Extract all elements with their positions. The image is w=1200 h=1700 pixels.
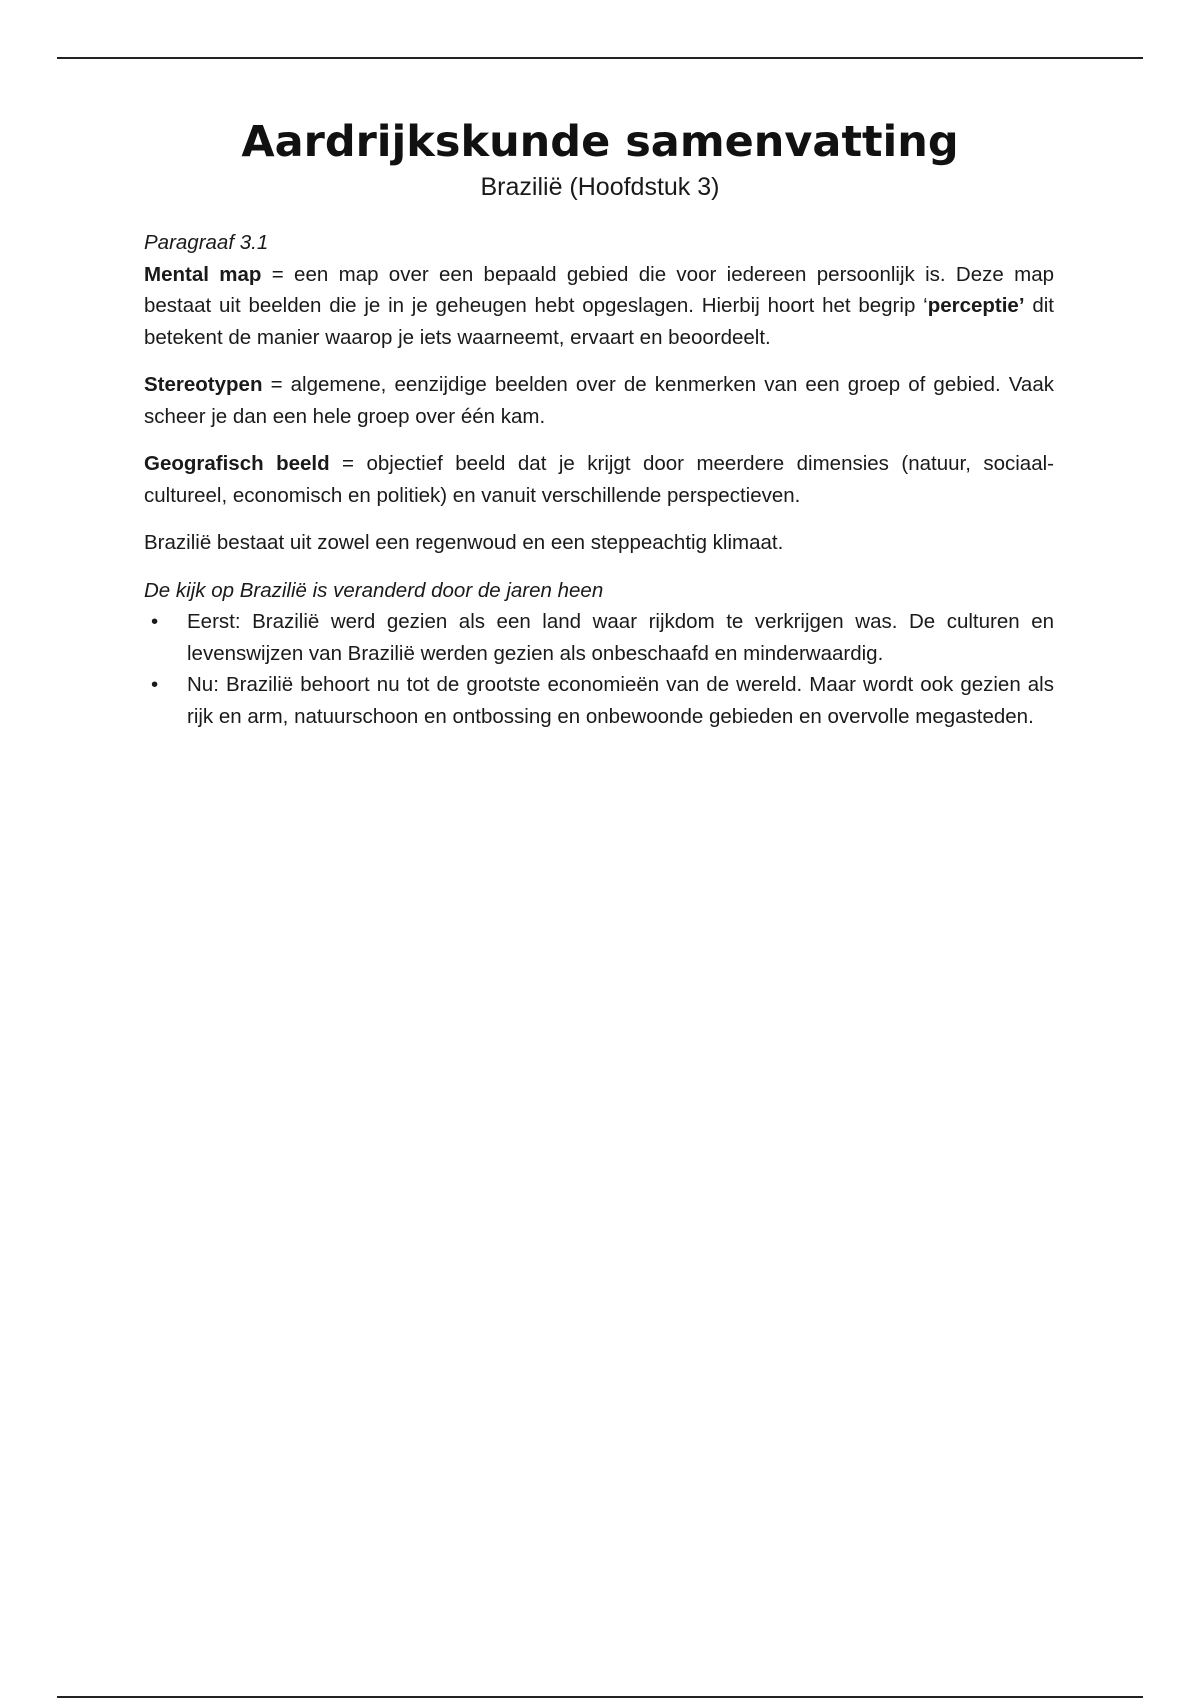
term-geografisch-beeld: Geografisch beeld (144, 452, 330, 475)
mental-map-definition: = een map over een bepaald gebied die voor iedereen persoonlijk is. Deze map bestaat uit beelden die je in je geheugen hebt opgeslagen. Hierbij hoort het begrip (144, 262, 1054, 317)
geografisch-beeld-definition: = objectief beeld dat je krijgt door meerdere dimensies (natuur, sociaal-cultureel, economisch en politiek) en vanuit verschillende perspectieven. (144, 452, 1054, 507)
section-heading: Paragraaf 3.1 (144, 231, 269, 254)
paragraph-mental-map (144, 259, 1054, 354)
bullet-icon: • (151, 610, 159, 633)
header-rule (57, 57, 1143, 59)
paragraph-klimaat: Brazilië bestaat uit zowel een regenwoud en een steppeachtig klimaat. (144, 531, 784, 554)
paragraph-geografisch-beeld (144, 448, 1054, 511)
list-item-text: Nu: Brazilië behoort nu tot de grootste economieën van de wereld. Maar wordt ook gezien als rijk en arm, natuurschoon en ontbossing en onbewoonde gebieden en overvolle megasteden. (187, 673, 1054, 728)
term-mental-map: Mental map (144, 262, 262, 286)
document-title: Aardrijkskunde samenvatting (241, 117, 959, 167)
term-stereotypen: Stereotypen (144, 373, 263, 396)
bullet-icon: • (151, 673, 159, 696)
quote-open: ‘ (923, 294, 928, 317)
paragraph-stereotypen (144, 369, 1054, 432)
document-subtitle: Brazilië (Hoofdstuk 3) (480, 173, 720, 201)
stereotypen-definition: = algemene, eenzijdige beelden over de kenmerken van een groep of gebied. Vaak scheer je dan een hele groep over één kam. (144, 373, 1054, 428)
footer-rule (57, 1696, 1143, 1698)
view-change-list (144, 606, 1054, 732)
document-body (144, 227, 1054, 732)
list-item (144, 606, 1054, 669)
list-item-text: Eerst: Brazilië werd gezien als een land waar rijkdom te verkrijgen was. De culturen en levenswijzen van Brazilië werden gezien als onbeschaafd en minderwaardig. (187, 610, 1054, 665)
perceptie-definition: dit betekent de manier waarop je iets waarneemt, ervaart en beoordeelt. (144, 294, 1054, 349)
view-change-heading: De kijk op Brazilië is veranderd door de jaren heen (144, 578, 604, 602)
term-perceptie: perceptie’ (927, 294, 1025, 317)
list-item (144, 669, 1054, 732)
